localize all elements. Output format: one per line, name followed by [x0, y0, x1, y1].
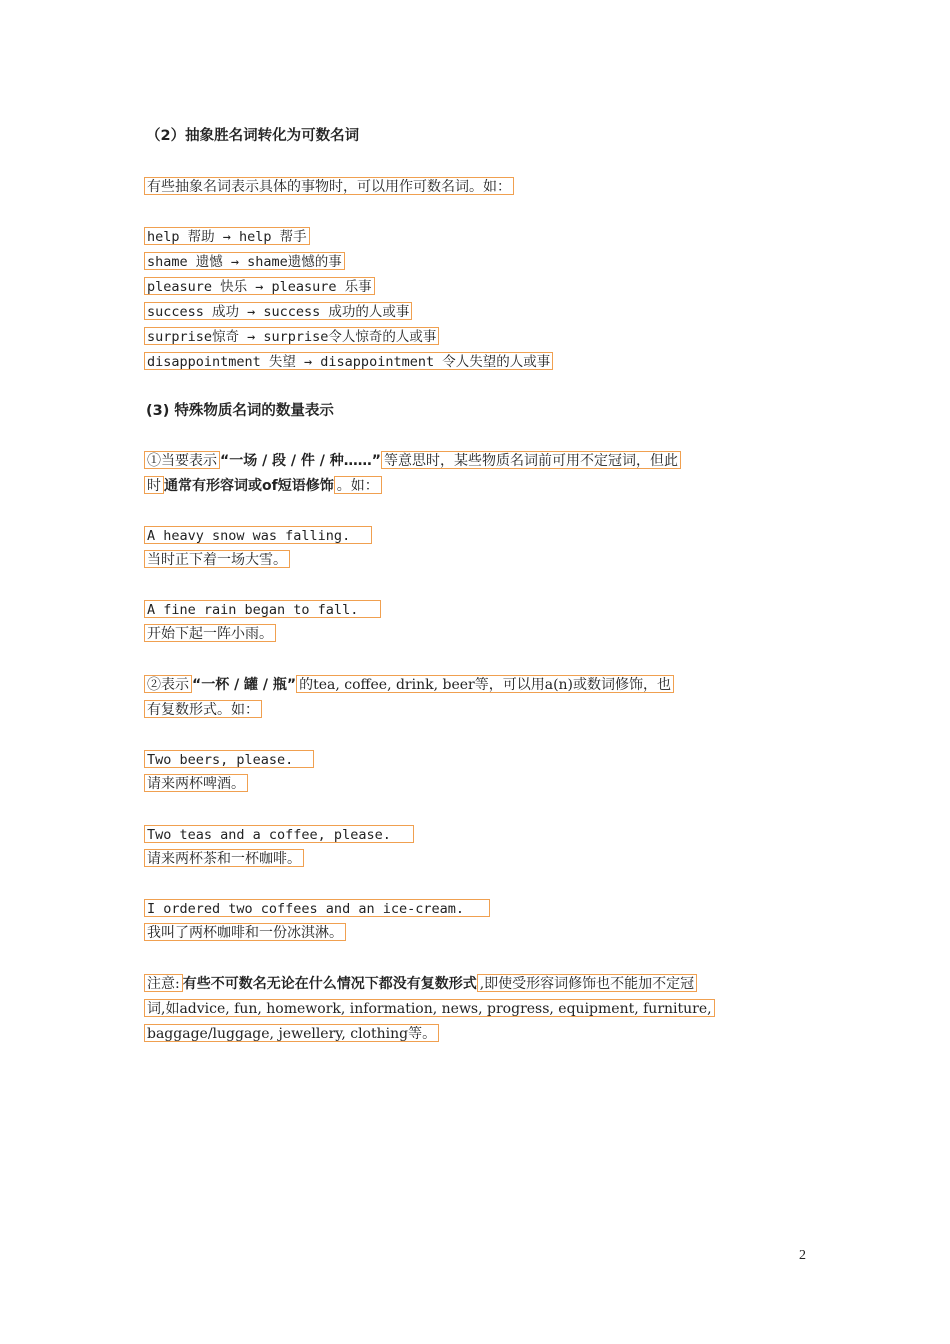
paragraph-text: 有复数形式。如：: [144, 700, 262, 718]
emphasis-text: 通常有形容词或of短语修饰: [164, 478, 334, 494]
section-heading-3: (3) 特殊物质名词的数量表示: [146, 403, 334, 419]
note-label: 注意:: [144, 974, 183, 992]
note-line-3: [144, 1024, 439, 1043]
page-number: 2: [799, 1248, 806, 1263]
paragraph-1-line-1: [144, 451, 681, 470]
example-item: help 帮助 → help 帮手: [144, 227, 310, 245]
quote-text: “一场 / 段 / 件 / 种……”: [220, 453, 381, 469]
intro-paragraph: [144, 177, 514, 196]
example-english: [144, 750, 314, 769]
example-english: [144, 600, 381, 619]
paragraph-text: 等意思时，某些物质名词前可用不定冠词，但此: [381, 451, 681, 469]
example-english: [144, 825, 414, 844]
note-line-1: [144, 974, 697, 993]
example-row: [144, 252, 345, 271]
sentence-zh: 请来两杯啤酒。: [144, 774, 248, 792]
example-row: [144, 227, 310, 246]
paragraph-2-line-2: [144, 700, 262, 719]
example-chinese: [144, 624, 276, 643]
sentence-en: Two teas and a coffee, please.: [144, 825, 414, 843]
paragraph-text: 时: [144, 476, 164, 494]
paragraph-1-line-2: [144, 476, 382, 495]
example-row: [144, 277, 375, 296]
sentence-en: I ordered two coffees and an ice-cream.: [144, 899, 490, 917]
example-item: success 成功 → success 成功的人或事: [144, 302, 412, 320]
example-english: [144, 526, 372, 545]
example-row: [144, 352, 553, 371]
example-english: [144, 899, 490, 918]
example-row: [144, 327, 439, 346]
note-emphasis: 有些不可数名无论在什么情况下都没有复数形式: [182, 976, 477, 992]
note-text: baggage/luggage, jewellery, clothing等。: [144, 1024, 439, 1042]
sentence-zh: 当时正下着一场大雪。: [144, 550, 290, 568]
example-item: surprise惊奇 → surprise令人惊奇的人或事: [144, 327, 439, 345]
example-chinese: [144, 774, 248, 793]
point-marker: ②表示: [144, 675, 192, 693]
example-item: disappointment 失望 → disappointment 令人失望的人或事: [144, 352, 553, 370]
note-text: ,即使受形容词修饰也不能加不定冠: [477, 974, 697, 992]
example-chinese: [144, 849, 304, 868]
paragraph-2-line-1: [144, 675, 674, 694]
quote-text: “一杯 / 罐 / 瓶”: [192, 677, 297, 693]
intro-text: 有些抽象名词表示具体的事物时，可以用作可数名词。如：: [144, 177, 514, 195]
sentence-en: A heavy snow was falling.: [144, 526, 372, 544]
note-text: 词,如advice, fun, homework, information, news, progress, equipment, furniture,: [144, 999, 715, 1017]
example-chinese: [144, 923, 346, 942]
example-item: pleasure 快乐 → pleasure 乐事: [144, 277, 375, 295]
sentence-zh: 我叫了两杯咖啡和一份冰淇淋。: [144, 923, 346, 941]
sentence-en: Two beers, please.: [144, 750, 314, 768]
point-marker: ①当要表示: [144, 451, 220, 469]
section-heading-2: （2）抽象胜名词转化为可数名词: [146, 128, 360, 144]
paragraph-text: 。如：: [334, 476, 382, 494]
example-chinese: [144, 550, 290, 569]
paragraph-text: 的tea, coffee, drink, beer等，可以用a(n)或数词修饰，也: [296, 675, 674, 693]
sentence-zh: 开始下起一阵小雨。: [144, 624, 276, 642]
sentence-zh: 请来两杯茶和一杯咖啡。: [144, 849, 304, 867]
example-row: [144, 302, 412, 321]
sentence-en: A fine rain began to fall.: [144, 600, 381, 618]
example-item: shame 遗憾 → shame遗憾的事: [144, 252, 345, 270]
note-line-2: [144, 999, 715, 1018]
